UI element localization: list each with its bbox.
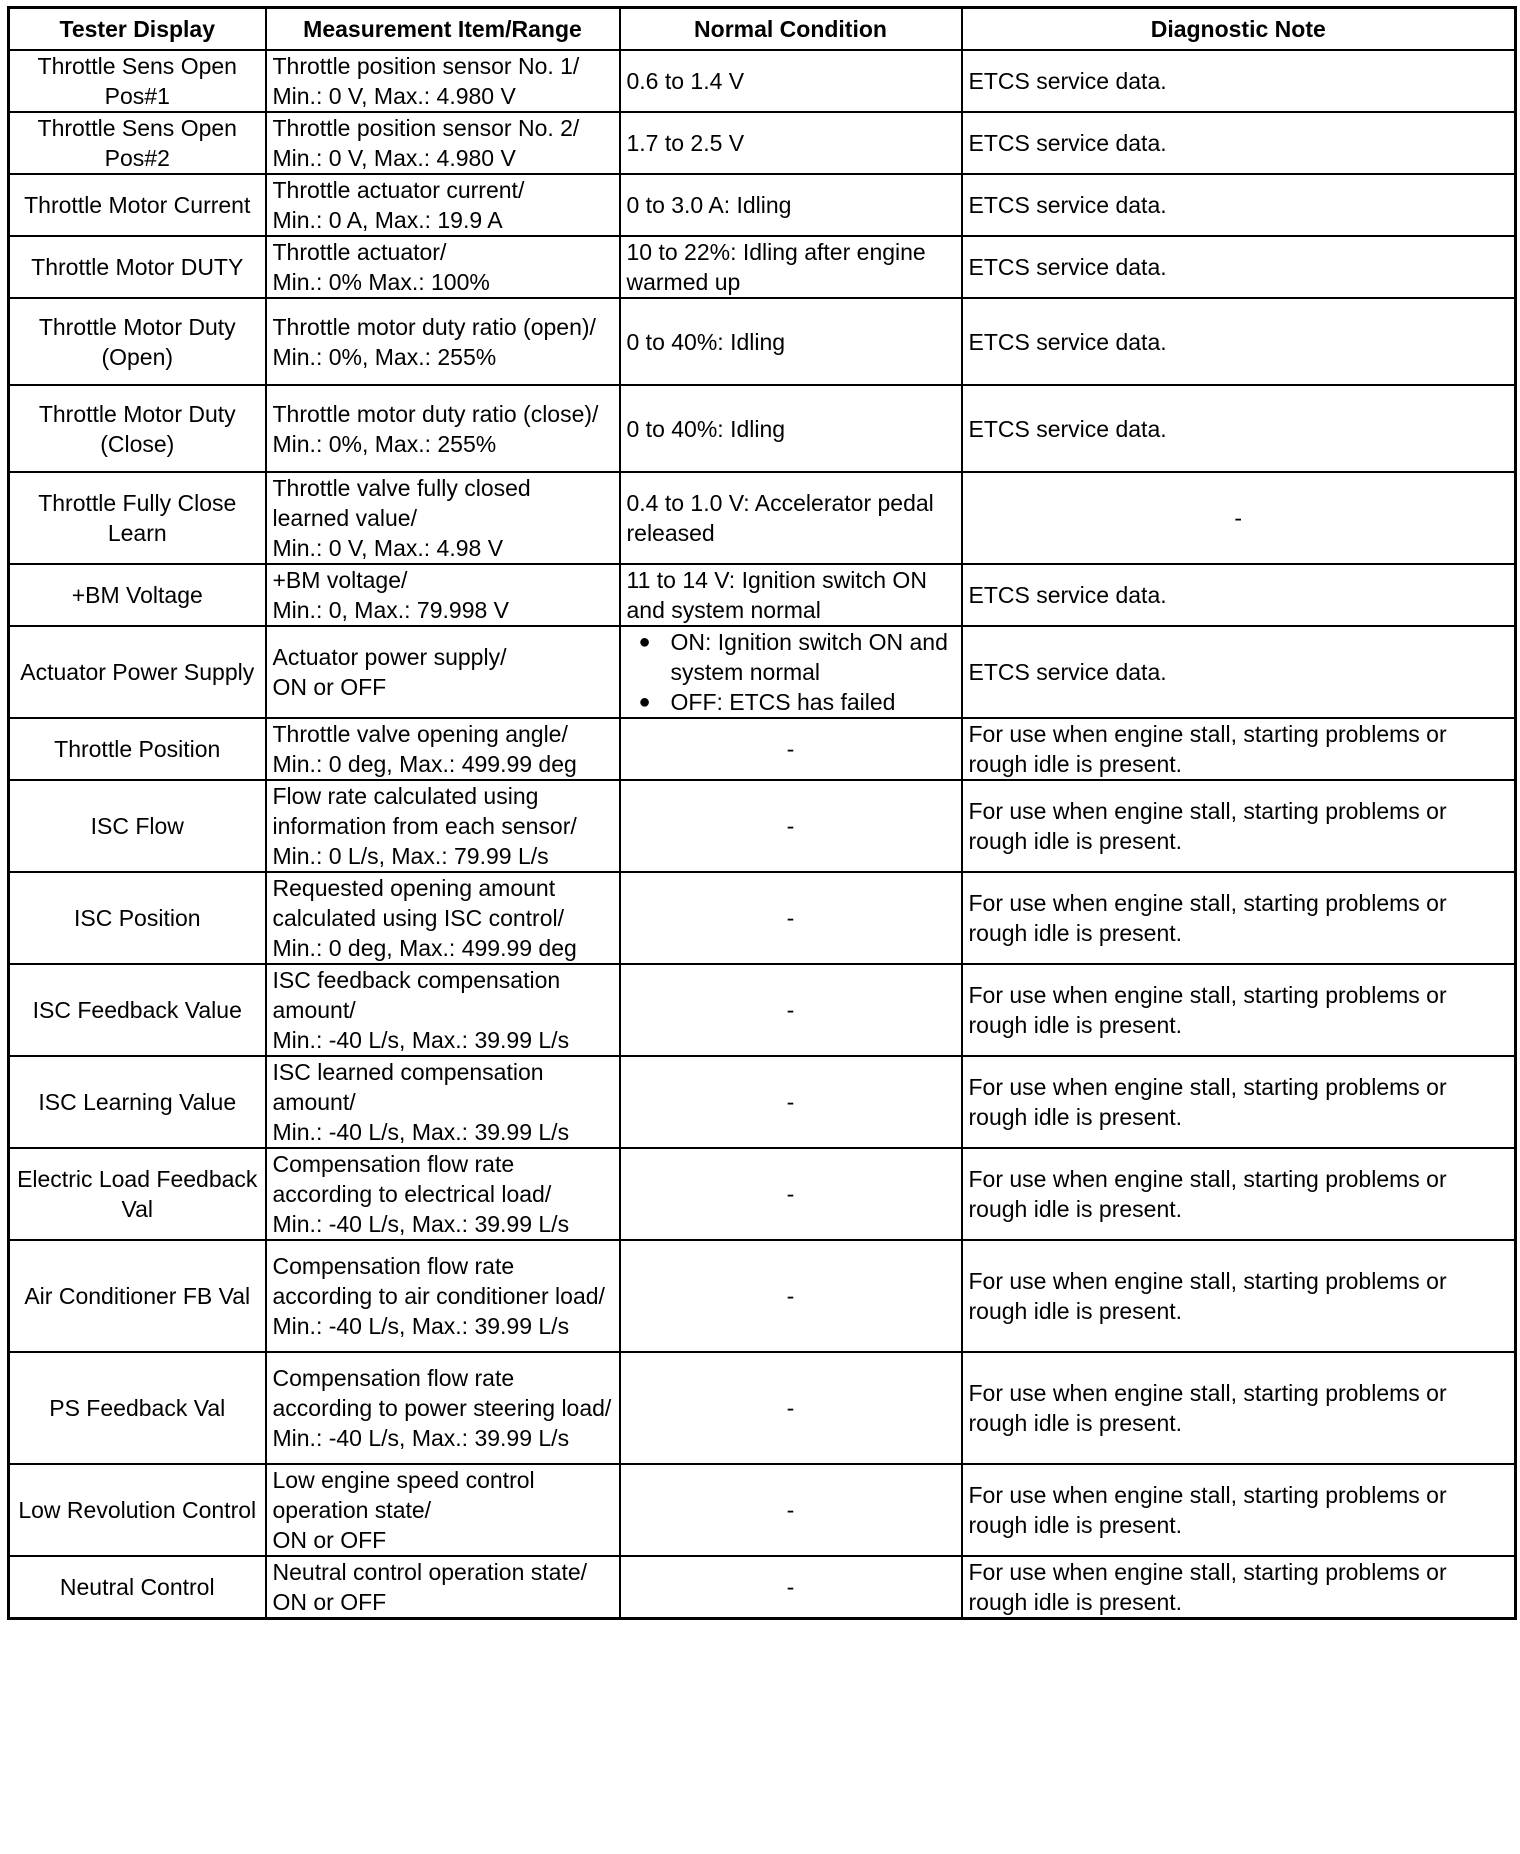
normal-condition-cell: - bbox=[620, 1556, 962, 1619]
table-row bbox=[9, 872, 1516, 964]
diagnostic-note-cell: For use when engine stall, starting problems or rough idle is present. bbox=[962, 718, 1516, 780]
header-row bbox=[9, 8, 1516, 51]
diagnostic-note-cell: For use when engine stall, starting problems or rough idle is present. bbox=[962, 1056, 1516, 1148]
diagnostic-note-cell: For use when engine stall, starting problems or rough idle is present. bbox=[962, 964, 1516, 1056]
tester-display-cell: Throttle Motor Duty (Close) bbox=[9, 385, 266, 472]
tester-display-cell: Throttle Sens Open Pos#1 bbox=[9, 50, 266, 112]
normal-condition-cell: - bbox=[620, 718, 962, 780]
measurement-range-cell: Throttle position sensor No. 2/ Min.: 0 V, Max.: 4.980 V bbox=[266, 112, 620, 174]
diagnostic-note-cell: For use when engine stall, starting problems or rough idle is present. bbox=[962, 1148, 1516, 1240]
measurement-range-cell: Throttle position sensor No. 1/ Min.: 0 V, Max.: 4.980 V bbox=[266, 50, 620, 112]
normal-condition-cell: 10 to 22%: Idling after engine warmed up bbox=[620, 236, 962, 298]
diagnostic-note-cell: For use when engine stall, starting problems or rough idle is present. bbox=[962, 1556, 1516, 1619]
table-row bbox=[9, 1148, 1516, 1240]
measurement-range-cell: Throttle motor duty ratio (close)/ Min.: 0%, Max.: 255% bbox=[266, 385, 620, 472]
data-list-table-container bbox=[7, 6, 1514, 1620]
tester-display-cell: Actuator Power Supply bbox=[9, 626, 266, 718]
tester-display-cell: Air Conditioner FB Val bbox=[9, 1240, 266, 1352]
measurement-range-cell: Throttle motor duty ratio (open)/ Min.: 0%, Max.: 255% bbox=[266, 298, 620, 385]
normal-condition-cell: - bbox=[620, 1352, 962, 1464]
tester-display-cell: Throttle Fully Close Learn bbox=[9, 472, 266, 564]
table-row bbox=[9, 1056, 1516, 1148]
diagnostic-note-cell: For use when engine stall, starting problems or rough idle is present. bbox=[962, 1240, 1516, 1352]
diagnostic-note-cell: For use when engine stall, starting problems or rough idle is present. bbox=[962, 1464, 1516, 1556]
diagnostic-note-cell: For use when engine stall, starting problems or rough idle is present. bbox=[962, 872, 1516, 964]
measurement-range-cell: Throttle valve fully closed learned value/ Min.: 0 V, Max.: 4.98 V bbox=[266, 472, 620, 564]
tester-display-cell: ISC Feedback Value bbox=[9, 964, 266, 1056]
normal-condition-cell: - bbox=[620, 1240, 962, 1352]
normal-condition-cell: 0.4 to 1.0 V: Accelerator pedal released bbox=[620, 472, 962, 564]
measurement-range-cell: +BM voltage/ Min.: 0, Max.: 79.998 V bbox=[266, 564, 620, 626]
table-row bbox=[9, 112, 1516, 174]
normal-condition-cell: - bbox=[620, 1148, 962, 1240]
table-row bbox=[9, 174, 1516, 236]
tester-display-cell: Throttle Motor Duty (Open) bbox=[9, 298, 266, 385]
measurement-range-cell: ISC learned compensation amount/ Min.: -40 L/s, Max.: 39.99 L/s bbox=[266, 1056, 620, 1148]
normal-condition-cell: 0 to 40%: Idling bbox=[620, 385, 962, 472]
tester-display-cell: ISC Learning Value bbox=[9, 1056, 266, 1148]
table-row bbox=[9, 1464, 1516, 1556]
tester-display-cell: ISC Flow bbox=[9, 780, 266, 872]
measurement-range-cell: ISC feedback compensation amount/ Min.: -40 L/s, Max.: 39.99 L/s bbox=[266, 964, 620, 1056]
normal-condition-cell: - bbox=[620, 1056, 962, 1148]
table-row bbox=[9, 472, 1516, 564]
measurement-range-cell: Compensation flow rate according to power steering load/ Min.: -40 L/s, Max.: 39.99 L/s bbox=[266, 1352, 620, 1464]
diagnostic-note-cell: ETCS service data. bbox=[962, 626, 1516, 718]
diagnostic-note-cell: ETCS service data. bbox=[962, 174, 1516, 236]
table-row bbox=[9, 50, 1516, 112]
diagnostic-note-cell: ETCS service data. bbox=[962, 112, 1516, 174]
normal-condition-cell: 0 to 3.0 A: Idling bbox=[620, 174, 962, 236]
table-row bbox=[9, 626, 1516, 718]
normal-condition-cell: - bbox=[620, 964, 962, 1056]
diagnostic-note-cell: ETCS service data. bbox=[962, 50, 1516, 112]
data-list-table bbox=[7, 6, 1517, 1620]
tester-display-cell: +BM Voltage bbox=[9, 564, 266, 626]
measurement-range-cell: Low engine speed control operation state/ ON or OFF bbox=[266, 1464, 620, 1556]
tester-display-cell: Neutral Control bbox=[9, 1556, 266, 1619]
tester-display-cell: Throttle Motor Current bbox=[9, 174, 266, 236]
tester-display-cell: Throttle Sens Open Pos#2 bbox=[9, 112, 266, 174]
normal-condition-cell: - bbox=[620, 872, 962, 964]
measurement-range-cell: Flow rate calculated using information from each sensor/ Min.: 0 L/s, Max.: 79.99 L/s bbox=[266, 780, 620, 872]
measurement-range-cell: Throttle actuator current/ Min.: 0 A, Max.: 19.9 A bbox=[266, 174, 620, 236]
measurement-range-cell: Requested opening amount calculated using ISC control/ Min.: 0 deg, Max.: 499.99 deg bbox=[266, 872, 620, 964]
tester-display-cell: Electric Load Feedback Val bbox=[9, 1148, 266, 1240]
table-row bbox=[9, 964, 1516, 1056]
measurement-range-cell: Compensation flow rate according to air conditioner load/ Min.: -40 L/s, Max.: 39.99 L/s bbox=[266, 1240, 620, 1352]
measurement-range-cell: Actuator power supply/ ON or OFF bbox=[266, 626, 620, 718]
tester-display-cell: ISC Position bbox=[9, 872, 266, 964]
normal-condition-cell bbox=[620, 626, 962, 718]
table-row bbox=[9, 385, 1516, 472]
normal-condition-cell: 0.6 to 1.4 V bbox=[620, 50, 962, 112]
table-row bbox=[9, 236, 1516, 298]
diagnostic-note-cell: For use when engine stall, starting problems or rough idle is present. bbox=[962, 1352, 1516, 1464]
measurement-range-cell: Compensation flow rate according to electrical load/ Min.: -40 L/s, Max.: 39.99 L/s bbox=[266, 1148, 620, 1240]
table-row bbox=[9, 298, 1516, 385]
table-row bbox=[9, 1240, 1516, 1352]
tester-display-cell: Throttle Position bbox=[9, 718, 266, 780]
diagnostic-note-cell: - bbox=[962, 472, 1516, 564]
normal-condition-bullet: ● ON: Ignition switch ON and system normal bbox=[671, 627, 955, 687]
header-tester-display: Tester Display bbox=[9, 8, 266, 51]
normal-condition-list bbox=[627, 627, 955, 717]
table-row bbox=[9, 564, 1516, 626]
table-row bbox=[9, 1352, 1516, 1464]
header-diagnostic-note: Diagnostic Note bbox=[962, 8, 1516, 51]
normal-condition-cell: 11 to 14 V: Ignition switch ON and system normal bbox=[620, 564, 962, 626]
table-row bbox=[9, 780, 1516, 872]
header-normal-condition: Normal Condition bbox=[620, 8, 962, 51]
table-row bbox=[9, 718, 1516, 780]
measurement-range-cell: Throttle actuator/ Min.: 0% Max.: 100% bbox=[266, 236, 620, 298]
diagnostic-note-cell: ETCS service data. bbox=[962, 298, 1516, 385]
normal-condition-cell: 1.7 to 2.5 V bbox=[620, 112, 962, 174]
tester-display-cell: Throttle Motor DUTY bbox=[9, 236, 266, 298]
diagnostic-note-cell: ETCS service data. bbox=[962, 564, 1516, 626]
normal-condition-cell: - bbox=[620, 780, 962, 872]
table-row bbox=[9, 1556, 1516, 1619]
header-measurement-item: Measurement Item/Range bbox=[266, 8, 620, 51]
measurement-range-cell: Throttle valve opening angle/ Min.: 0 deg, Max.: 499.99 deg bbox=[266, 718, 620, 780]
diagnostic-note-cell: ETCS service data. bbox=[962, 385, 1516, 472]
tester-display-cell: Low Revolution Control bbox=[9, 1464, 266, 1556]
normal-condition-bullet: ● OFF: ETCS has failed bbox=[671, 687, 955, 717]
normal-condition-cell: 0 to 40%: Idling bbox=[620, 298, 962, 385]
tester-display-cell: PS Feedback Val bbox=[9, 1352, 266, 1464]
normal-condition-cell: - bbox=[620, 1464, 962, 1556]
diagnostic-note-cell: ETCS service data. bbox=[962, 236, 1516, 298]
measurement-range-cell: Neutral control operation state/ ON or OFF bbox=[266, 1556, 620, 1619]
diagnostic-note-cell: For use when engine stall, starting problems or rough idle is present. bbox=[962, 780, 1516, 872]
